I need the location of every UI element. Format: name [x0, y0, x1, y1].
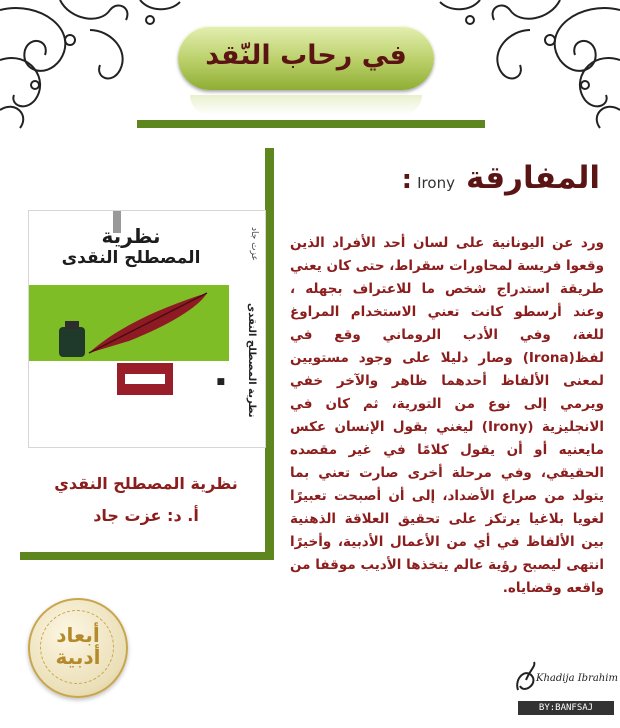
cover-spine [229, 211, 265, 447]
book-author: أ. د: عزت جاد [93, 506, 199, 525]
publisher-logo [117, 363, 173, 395]
heading-english: Irony [417, 174, 455, 192]
logo-text-line1: أبعاد [56, 623, 100, 647]
signature-badge: BY:BANFSAJ [518, 701, 614, 715]
cover-spine-author: عزت جاد [249, 227, 259, 261]
section-banner [178, 26, 434, 90]
cover-green-band [29, 285, 229, 361]
book-cover [28, 210, 266, 448]
divider-top [137, 120, 485, 128]
logo-text [30, 624, 126, 668]
cover-title-line1: نظرية [101, 224, 161, 248]
corner-ornament-right [435, 0, 620, 130]
banner-title: في رحاب النّقد [205, 40, 407, 71]
article-heading [402, 160, 600, 196]
logo-text-line2: أدبية [55, 645, 101, 669]
cover-title-line2: المصطلح النقدى [61, 248, 201, 268]
article-body: ورد عن اليونانية على لسان أحد الأفراد الذين وقعوا فريسة لمحاورات سقراط، حتى كان يعني طريقة استدراج شخص ما للاعتراف بجهله ، وعند أرسطو كانت تعني الاستخدام المراوغ للغة، وفي الأدب الروماني وقع في لفظ(Irona) وصار دليلا على وجود مستويين لمعنى الألفاظ أحدهما ظاهر والآخر خفي ويرمي إلى نوع من التورية، ثم كان في الانجليزية (Irony) ليغني بقول الإنسان عكس مايعنيه أو أن يقول كلامًا في غير مقصده الحقيقي، وفي مرحلة أخرى صارت تعني بما يتولد من صراع الأضداد، إلى أن أصبحت تعبيرًا لغويا بلاغيا يرتكز على تحقيق العلاقة الذهنية بين الألفاظ في أي من الأعمال الأدبية، وأخيرًا انتهى ليصبح رؤية عالم يتخذها الأديب موقفا من واقعه وقضاياه. [289, 235, 604, 596]
corner-ornament-left [0, 0, 185, 130]
divider-vertical [265, 148, 274, 553]
cover-spine-title: نظرية المصطلح النقدى [246, 303, 257, 418]
signature-name: Khadija Ibrahim [536, 673, 618, 684]
heading-colon: : [401, 165, 413, 195]
book-title: نظرية المصطلح النقدي [54, 474, 238, 493]
cover-title [51, 225, 211, 269]
cover-publisher-mark: ■ [216, 377, 225, 387]
heading-arabic: المفارقة [466, 160, 600, 196]
banner-reflection [190, 95, 422, 115]
site-logo [28, 598, 128, 698]
quill-inkwell-icon [29, 285, 229, 361]
divider-bottom [20, 552, 274, 560]
